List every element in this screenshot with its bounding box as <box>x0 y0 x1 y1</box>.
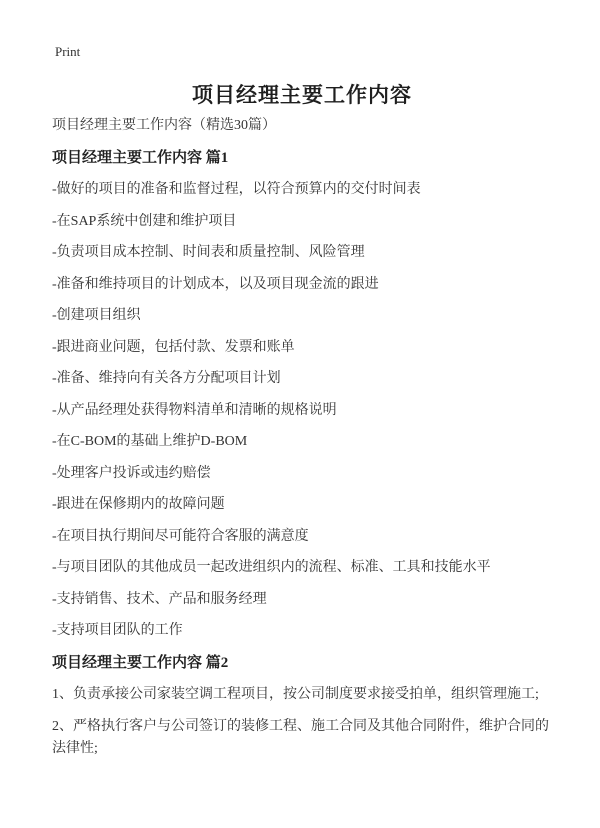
paragraph: 2、严格执行客户与公司签订的装修工程、施工合同及其他合同附件，维护合同的法律性; <box>52 718 549 756</box>
section-2-heading: 项目经理主要工作内容 篇2 <box>52 654 229 671</box>
paragraph: -做好的项目的准备和监督过程，以符合预算内的交付时间表 <box>52 182 421 197</box>
paragraph: -支持项目团队的工作 <box>52 623 183 638</box>
paragraph: 1、负责承接公司家装空调工程项目，按公司制度要求接受拍单，组织管理施工; <box>52 687 539 702</box>
paragraph: -在C-BOM的基础上维护D-BOM <box>52 434 248 449</box>
paragraph: -与项目团队的其他成员一起改进组织内的流程、标准、工具和技能水平 <box>52 560 491 575</box>
paragraph: -在SAP系统中创建和维护项目 <box>52 213 237 229</box>
section-2 <box>52 652 552 760</box>
paragraph: -准备和维持项目的计划成本，以及项目现金流的跟进 <box>52 276 379 292</box>
section-1-heading: 项目经理主要工作内容 篇1 <box>52 149 229 166</box>
paragraph: -创建项目组织 <box>52 308 141 323</box>
page-title: 项目经理主要工作内容 <box>192 83 412 107</box>
paragraph: -准备、维持向有关各方分配项目计划 <box>52 371 281 386</box>
paragraph: -在项目执行期间尽可能符合客服的满意度 <box>52 528 309 544</box>
section-1 <box>52 147 552 643</box>
paragraph: -从产品经理处获得物料清单和清晰的规格说明 <box>52 402 337 418</box>
document-subtitle: 项目经理主要工作内容（精选30篇） <box>52 118 276 133</box>
paragraph: -处理客户投诉或违约赔偿 <box>52 465 211 481</box>
paragraph: -负责项目成本控制、时间表和质量控制、风险管理 <box>52 245 365 260</box>
paragraph: -跟进商业问题，包括付款、发票和账单 <box>52 339 295 355</box>
paragraph: -支持销售、技术、产品和服务经理 <box>52 591 267 607</box>
print-link[interactable]: Print <box>55 44 81 59</box>
paragraph: -跟进在保修期内的故障问题 <box>52 497 225 512</box>
